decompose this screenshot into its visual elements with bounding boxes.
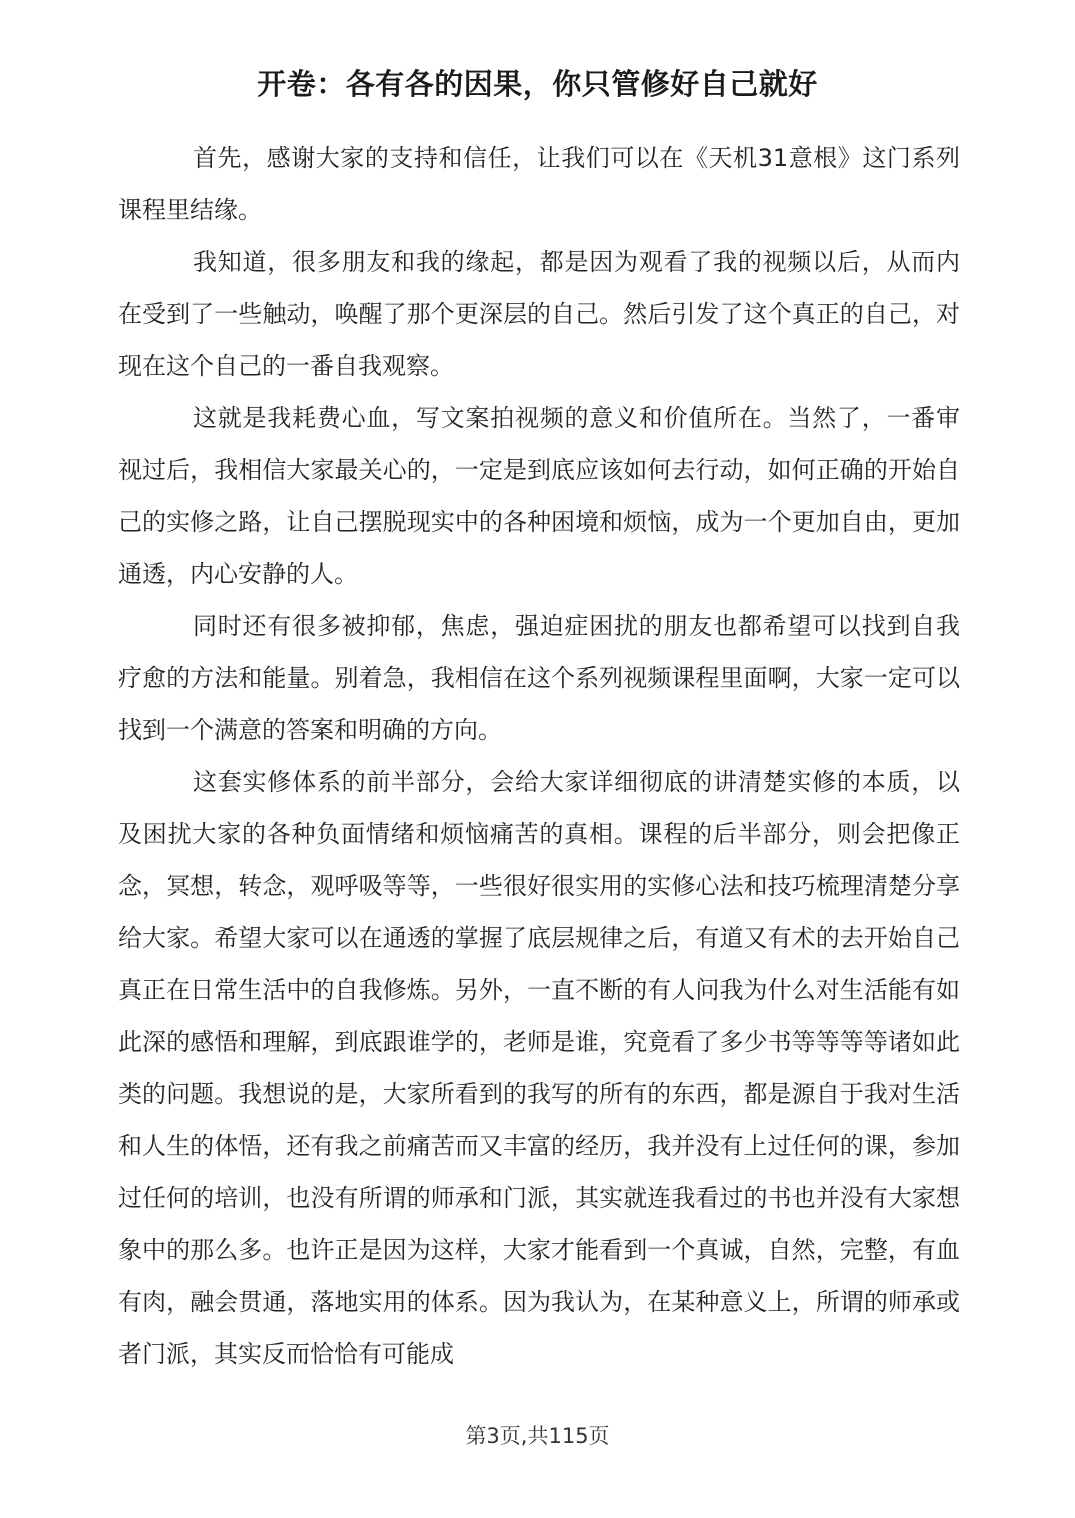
document-title: 开卷：各有各的因果，你只管修好自己就好 [257,67,818,101]
paragraph-3: 这就是我耗费心血，写文案拍视频的意义和价值所在。当然了，一番审视过后，我相信大家最关心的，一定是到底应该如何去行动，如何正确的开始自己的实修之路，让自己摆脱现实中的各种困境和烦恼，成为一个更加自由，更加通透，内心安静的人。 [118,404,960,588]
paragraph-2: 我知道，很多朋友和我的缘起，都是因为观看了我的视频以后，从而内在受到了一些触动，唤醒了那个更深层的自己。然后引发了这个真正的自己，对现在这个自己的一番自我观察。 [118,248,960,380]
document-body [118,132,960,1380]
page-number-footer: 第3页,共115页 [465,1424,610,1448]
paragraph-4: 同时还有很多被抑郁，焦虑，强迫症困扰的朋友也都希望可以找到自我疗愈的方法和能量。别着急，我相信在这个系列视频课程里面啊，大家一定可以找到一个满意的答案和明确的方向。 [118,612,960,744]
paragraph-5: 这套实修体系的前半部分，会给大家详细彻底的讲清楚实修的本质，以及困扰大家的各种负面情绪和烦恼痛苦的真相。课程的后半部分，则会把像正念，冥想，转念，观呼吸等等，一些很好很实用的实修心法和技巧梳理清楚分享给大家。希望大家可以在通透的掌握了底层规律之后，有道又有术的去开始自己真正在日常生活中的自我修炼。另外，一直不断的有人问我为什么对生活能有如此深的感悟和理解，到底跟谁学的，老师是谁，究竟看了多少书等等等等诸如此类的问题。我想说的是，大家所看到的我写的所有的东西，都是源自于我对生活和人生的体悟，还有我之前痛苦而又丰富的经历，我并没有上过任何的课，参加过任何的培训，也没有所谓的师承和门派，其实就连我看过的书也并没有大家想象中的那么多。也许正是因为这样，大家才能看到一个真诚，自然，完整，有血有肉，融会贯通，落地实用的体系。因为我认为，在某种意义上，所谓的师承或者门派，其实反而恰恰有可能成 [118,768,960,1368]
paragraph-1: 首先，感谢大家的支持和信任，让我们可以在《天机31意根》这门系列课程里结缘。 [118,144,960,224]
